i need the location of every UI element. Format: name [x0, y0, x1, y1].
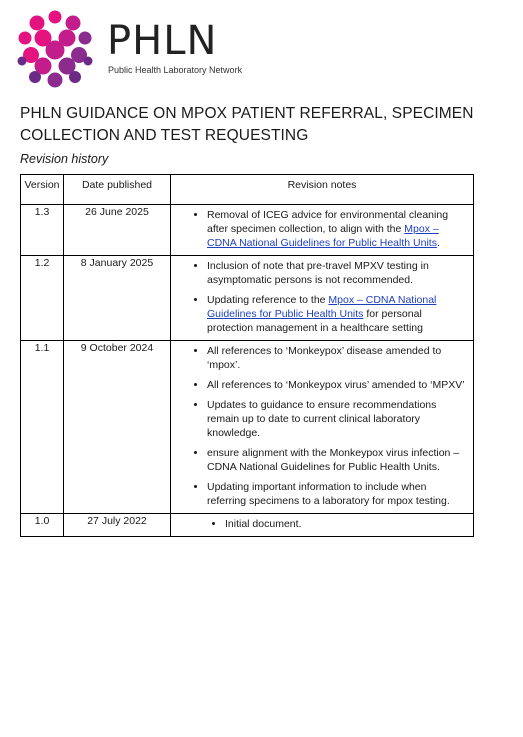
version-cell: 1.3: [21, 205, 64, 256]
revision-notes-cell: [171, 514, 474, 537]
note-text: All references to ‘Monkeypox virus’ amended to ‘MPXV’: [207, 379, 465, 391]
version-cell: 1.0: [21, 514, 64, 537]
revision-note: [207, 259, 467, 287]
revision-notes-cell: [171, 256, 474, 341]
revision-history-table: [20, 174, 474, 537]
revision-note: [207, 293, 467, 335]
note-text: ensure alignment with the Monkeypox virus infection – CDNA National Guidelines for Public Health Units.: [207, 447, 460, 473]
document-title: PHLN GUIDANCE ON MPOX PATIENT REFERRAL, SPECIMEN COLLECTION AND TEST REQUESTING: [20, 105, 474, 144]
note-text: Updates to guidance to ensure recommendations remain up to date to current clinical laboratory knowledge.: [207, 399, 437, 439]
table-row: [21, 514, 474, 537]
guidelines-link[interactable]: Mpox – CDNA National Guidelines for Public Health Units: [207, 223, 439, 249]
guidelines-link[interactable]: Mpox – CDNA National Guidelines for Public Health Units: [207, 294, 437, 320]
note-text: Initial document.: [225, 518, 302, 530]
revision-note: [225, 517, 467, 531]
logo-wordmark: PHLN: [107, 18, 218, 64]
section-heading: Revision history: [20, 152, 109, 166]
note-text: Removal of ICEG advice for environmental cleaning after specimen collection, to align with the: [207, 209, 449, 235]
revision-note: [207, 378, 467, 392]
header-revision-notes: Revision notes: [171, 175, 474, 205]
logo-subtitle: Public Health Laboratory Network: [108, 65, 243, 75]
version-cell: 1.1: [21, 341, 64, 514]
date-cell: 9 October 2024: [64, 341, 171, 514]
note-text: Updating reference to the: [207, 294, 329, 306]
header-date-published: Date published: [64, 175, 171, 205]
revision-notes-cell: [171, 341, 474, 514]
revision-note: [207, 398, 467, 440]
date-cell: 8 January 2025: [64, 256, 171, 341]
note-text: .: [436, 237, 440, 249]
revision-notes-list: [171, 514, 473, 536]
revision-notes-cell: [171, 205, 474, 256]
revision-note: [207, 446, 467, 474]
note-text: Inclusion of note that pre-travel MPXV testing in asymptomatic persons is not recommended.: [207, 260, 429, 286]
table-row: [21, 256, 474, 341]
header-version: Version: [21, 175, 64, 205]
revision-note: [207, 344, 467, 372]
revision-note: [207, 480, 467, 508]
table-row: [21, 205, 474, 256]
phln-logo: [14, 9, 254, 93]
note-text: Updating important information to include when referring specimens to a laboratory for mpox testing.: [207, 481, 450, 507]
table-row: [21, 341, 474, 514]
revision-notes-list: [171, 256, 473, 340]
revision-notes-list: [171, 205, 473, 255]
date-cell: 26 June 2025: [64, 205, 171, 256]
revision-note: [207, 208, 467, 250]
table-header-row: [21, 175, 474, 205]
date-cell: 27 July 2022: [64, 514, 171, 537]
version-cell: 1.2: [21, 256, 64, 341]
revision-notes-list: [171, 341, 473, 513]
note-text: All references to ‘Monkeypox’ disease amended to ‘mpox’.: [207, 345, 442, 371]
note-text: for personal protection management in a healthcare setting: [207, 308, 423, 334]
phln-logo-dots-icon: [14, 9, 96, 91]
